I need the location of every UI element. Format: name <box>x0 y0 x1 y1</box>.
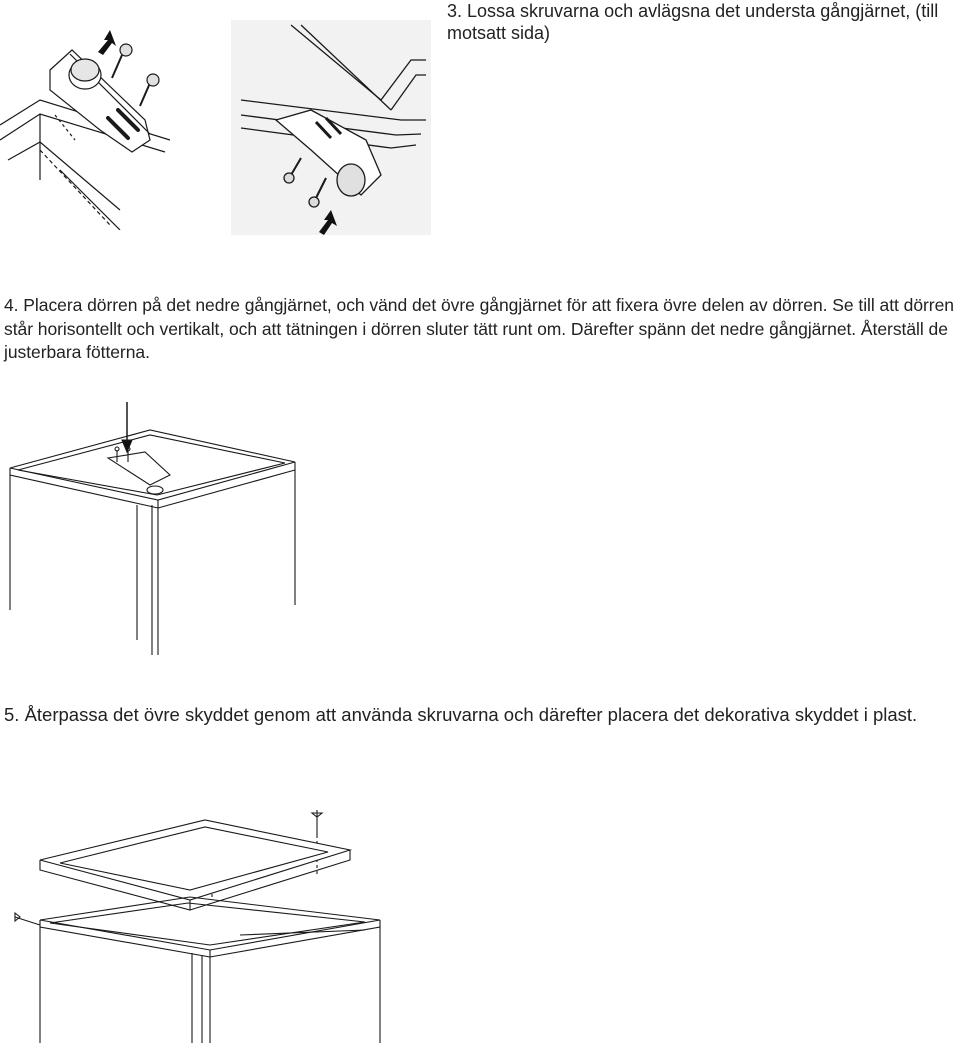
hinge-removal-illustration-right <box>231 20 431 235</box>
arrow-icon <box>98 30 116 55</box>
top-cover-assembly-illustration <box>10 805 390 1045</box>
door-hinge-assembly-illustration <box>0 400 300 660</box>
step-3-instruction: 3. Lossa skruvarna och avlägsna det understa gångjärnet, (till motsatt sida) <box>447 1 939 43</box>
step-5-instruction: 5. Återpassa det övre skyddet genom att använda skruvarna och därefter placera det dekorativa skyddet i plast. <box>4 704 918 725</box>
step-4-instruction: 4. Placera dörren på det nedre gångjärnet, och vänd det övre gångjärnet för att fixera övre delen av dörren. Se till att dörren står horisontellt och vertikalt, och att tätningen i dörren sluter tätt runt om. Därefter spänn det nedre gångjärnet. Återställ de justerbara fötterna. <box>4 295 954 362</box>
hinge-removal-illustration-left <box>0 30 195 230</box>
